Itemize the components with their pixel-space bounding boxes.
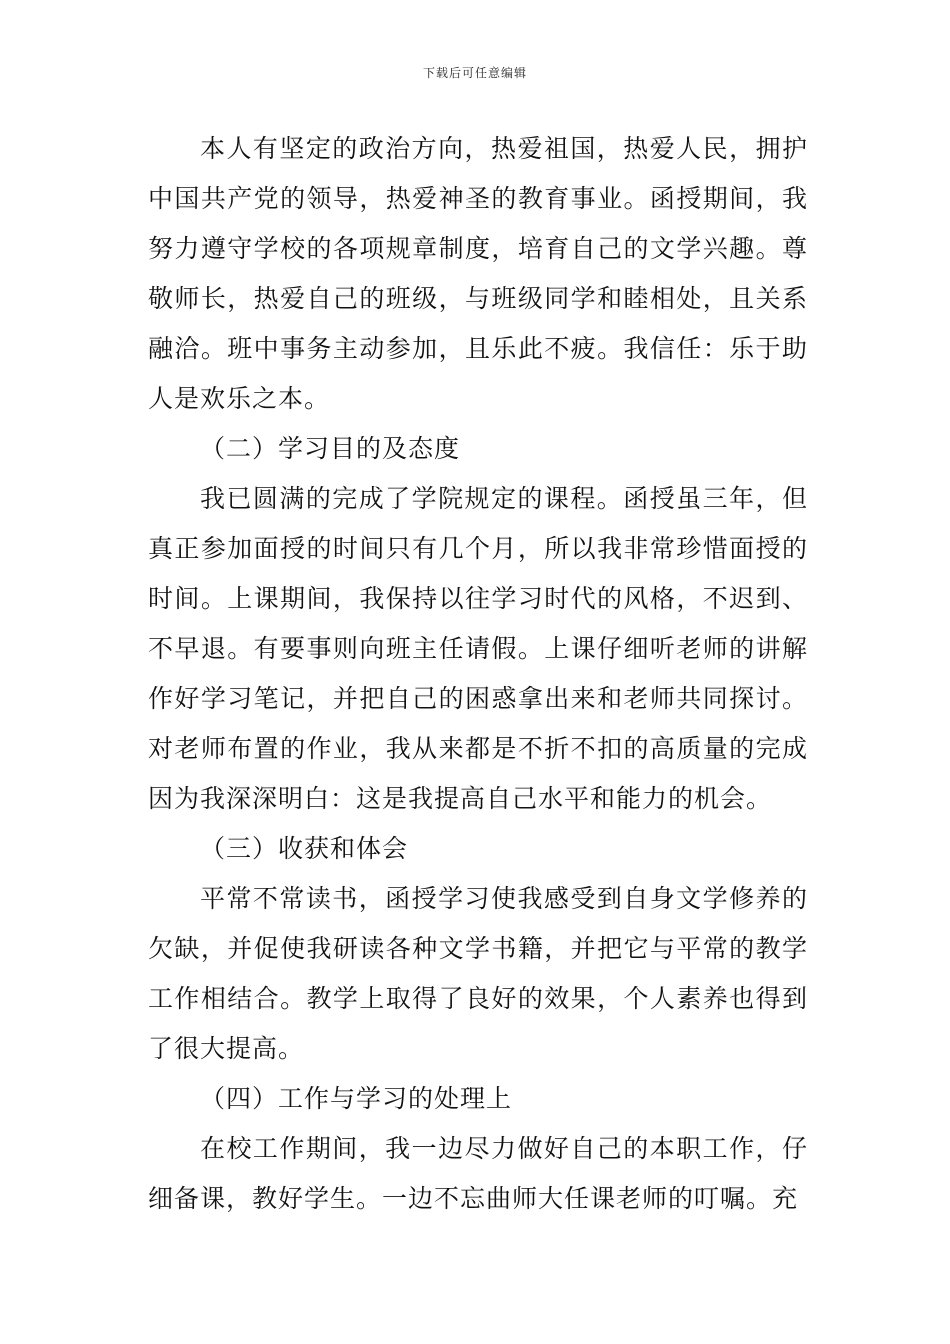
section-heading-gains: （三）收获和体会: [200, 834, 409, 863]
paragraph-gains: 平常不常读书，函授学习使我感受到自身文学修养的欠缺，并促使我研读各种文学书籍，并把它与平常的教学工作相结合。教学上取得了良好的效果，个人素养也得到了很大提高。: [148, 884, 808, 1063]
section-heading-work-study-balance: （四）工作与学习的处理上: [200, 1084, 513, 1113]
page-header: 下载后可任意编辑: [422, 66, 527, 80]
document-body: [148, 124, 808, 1224]
section-heading-study-purpose: （二）学习目的及态度: [200, 434, 461, 463]
paragraph-study-attitude: 我已圆满的完成了学院规定的课程。函授虽三年，但真正参加面授的时间只有几个月，所以我非常珍惜面授的时间。上课期间，我保持以往学习时代的风格，不迟到、不早退。有要事则向班主任请假。上课仔细听老师的讲解作好学习笔记，并把自己的困惑拿出来和老师共同探讨。对老师布置的作业，我从来都是不折不扣的高质量的完成因为我深深明白：这是我提高自己水平和能力的机会。: [148, 484, 808, 813]
paragraph-political-stance: 本人有坚定的政治方向，热爱祖国，热爱人民，拥护中国共产党的领导，热爱神圣的教育事业。函授期间，我努力遵守学校的各项规章制度，培育自己的文学兴趣。尊敬师长，热爱自己的班级，与班级同学和睦相处，且关系融洽。班中事务主动参加，且乐此不疲。我信任：乐于助人是欢乐之本。: [148, 134, 808, 413]
paragraph-work-study-balance: 在校工作期间，我一边尽力做好自己的本职工作，仔细备课，教好学生。一边不忘曲师大任课老师的叮嘱。充: [148, 1134, 808, 1213]
